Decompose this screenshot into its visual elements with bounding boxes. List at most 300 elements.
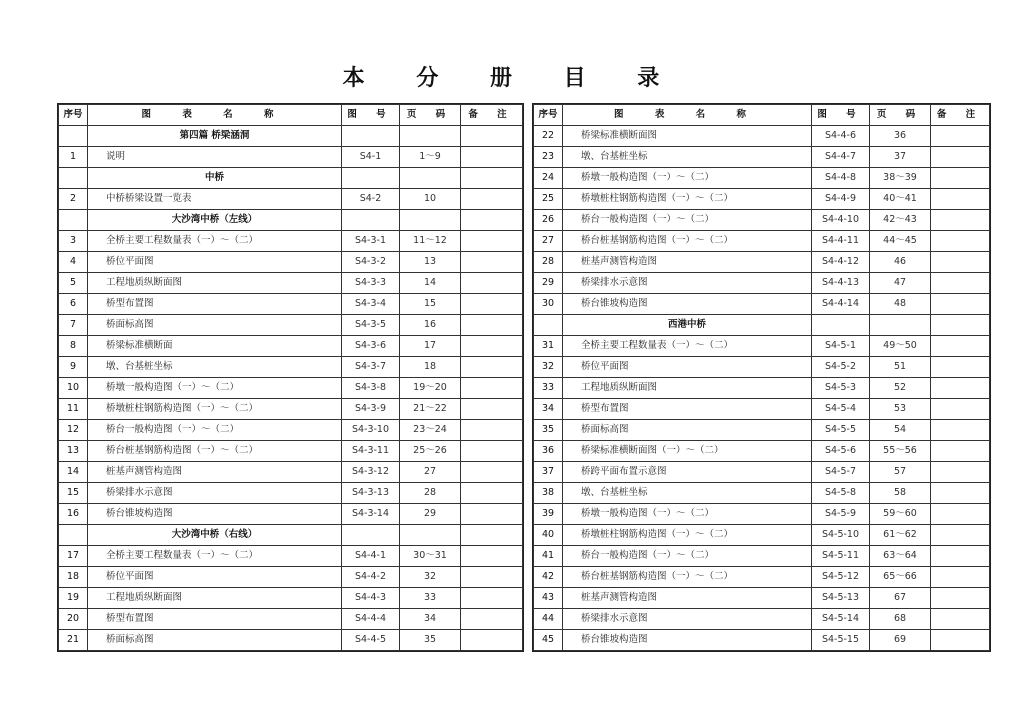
cell-remark [931,147,990,168]
cell-name: 桥梁排水示意图 [563,273,812,294]
table-row [534,231,990,252]
cell-page: 33 [400,588,461,609]
cell-remark [931,441,990,462]
cell-name: 桥梁排水示意图 [563,609,812,630]
cell-name: 桥墩一般构造图（一）～（二） [563,504,812,525]
cell-code: S4-3-5 [342,315,400,336]
cell-remark [931,483,990,504]
cell-page: 40～41 [870,189,931,210]
table-row [59,252,523,273]
cell-page: 21～22 [400,399,461,420]
cell-no: 25 [534,189,563,210]
cell-code: S4-3-3 [342,273,400,294]
cell-no: 41 [534,546,563,567]
cell-name: 桥型布置图 [88,294,342,315]
right-catalog-table [533,104,990,651]
cell-code: S4-4-3 [342,588,400,609]
cell-remark [931,546,990,567]
cell-page: 32 [400,567,461,588]
table-row [534,630,990,651]
cell-remark [461,168,523,189]
cell-page: 16 [400,315,461,336]
table-row [59,483,523,504]
cell-page: 69 [870,630,931,651]
section-title: 大沙湾中桥（左线） [88,210,342,231]
cell-no: 5 [59,273,88,294]
cell-remark [931,609,990,630]
header-no: 序号 [59,105,88,126]
cell-remark [461,252,523,273]
table-row [534,525,990,546]
cell-name: 桥型布置图 [563,399,812,420]
cell-remark [461,525,523,546]
section-row [59,210,523,231]
cell-remark [931,357,990,378]
cell-remark [931,525,990,546]
header-name: 图 表 名 称 [563,105,812,126]
cell-name: 桥位平面图 [88,567,342,588]
cell-no: 22 [534,126,563,147]
cell-remark [931,210,990,231]
cell-name: 桥台桩基钢筋构造图（一）～（二） [88,441,342,462]
cell-code: S4-5-7 [812,462,870,483]
cell-remark [461,147,523,168]
table-row [59,504,523,525]
cell-no: 3 [59,231,88,252]
cell-code: S4-5-13 [812,588,870,609]
cell-remark [931,336,990,357]
cell-remark [461,504,523,525]
cell-no: 31 [534,336,563,357]
cell-code [342,525,400,546]
header-remark: 备 注 [461,105,523,126]
cell-no: 32 [534,357,563,378]
cell-no: 44 [534,609,563,630]
table-row [534,168,990,189]
cell-remark [931,567,990,588]
cell-page: 34 [400,609,461,630]
section-row [59,525,523,546]
cell-no: 42 [534,567,563,588]
header-page: 页 码 [870,105,931,126]
cell-page: 53 [870,399,931,420]
cell-no: 1 [59,147,88,168]
cell-name: 墩、台基桩坐标 [563,147,812,168]
cell-code: S4-3-13 [342,483,400,504]
cell-remark [931,504,990,525]
cell-remark [461,336,523,357]
cell-code: S4-5-11 [812,546,870,567]
cell-no: 33 [534,378,563,399]
cell-page: 49～50 [870,336,931,357]
cell-no: 15 [59,483,88,504]
table-row [534,147,990,168]
cell-page: 59～60 [870,504,931,525]
cell-code: S4-4-14 [812,294,870,315]
cell-page: 51 [870,357,931,378]
cell-name: 全桥主要工程数量表（一）～（二） [88,231,342,252]
header-page: 页 码 [400,105,461,126]
cell-page: 27 [400,462,461,483]
cell-remark [931,378,990,399]
table-row [59,147,523,168]
cell-name: 工程地质纵断面图 [88,273,342,294]
cell-code: S4-3-8 [342,378,400,399]
cell-page: 36 [870,126,931,147]
cell-page [400,210,461,231]
table-row [59,357,523,378]
cell-code: S4-4-2 [342,567,400,588]
cell-no: 38 [534,483,563,504]
cell-page: 52 [870,378,931,399]
cell-code: S4-5-12 [812,567,870,588]
cell-code: S4-4-11 [812,231,870,252]
cell-name: 桥位平面图 [563,357,812,378]
cell-name: 桥台一般构造图（一）～（二） [563,546,812,567]
cell-name: 桥墩桩柱钢筋构造图（一）～（二） [563,525,812,546]
table-row [534,252,990,273]
cell-no: 36 [534,441,563,462]
table-row [59,420,523,441]
cell-name: 桥墩一般构造图（一）～（二） [563,168,812,189]
cell-name: 桥梁标准横断面图 [563,126,812,147]
cell-remark [461,441,523,462]
cell-remark [931,189,990,210]
cell-code [342,168,400,189]
cell-name: 桥台桩基钢筋构造图（一）～（二） [563,567,812,588]
cell-no: 9 [59,357,88,378]
cell-page: 13 [400,252,461,273]
cell-no: 18 [59,567,88,588]
cell-name: 桥面标高图 [88,630,342,651]
cell-page: 46 [870,252,931,273]
cell-no: 6 [59,294,88,315]
cell-remark [931,588,990,609]
cell-name: 桥台一般构造图（一）～（二） [563,210,812,231]
cell-page: 37 [870,147,931,168]
section-row [534,315,990,336]
cell-no: 26 [534,210,563,231]
cell-no: 39 [534,504,563,525]
cell-remark [931,294,990,315]
cell-code: S4-3-7 [342,357,400,378]
cell-name: 说明 [88,147,342,168]
cell-page: 61～62 [870,525,931,546]
cell-remark [461,567,523,588]
table-row [534,609,990,630]
cell-remark [461,588,523,609]
cell-name: 桥梁排水示意图 [88,483,342,504]
cell-remark [461,231,523,252]
header-remark: 备 注 [931,105,990,126]
cell-name: 桩基声测管构造图 [88,462,342,483]
cell-no: 11 [59,399,88,420]
cell-remark [931,252,990,273]
cell-name: 桩基声测管构造图 [563,588,812,609]
table-row [534,336,990,357]
cell-page: 47 [870,273,931,294]
header-code: 图 号 [342,105,400,126]
cell-no: 19 [59,588,88,609]
table-row [534,399,990,420]
cell-remark [461,273,523,294]
cell-page: 17 [400,336,461,357]
table-row [534,189,990,210]
cell-remark [931,126,990,147]
cell-code: S4-3-11 [342,441,400,462]
cell-code: S4-5-10 [812,525,870,546]
cell-no: 40 [534,525,563,546]
cell-code: S4-5-8 [812,483,870,504]
cell-page: 1～9 [400,147,461,168]
cell-page: 35 [400,630,461,651]
cell-no: 27 [534,231,563,252]
cell-code: S4-4-5 [342,630,400,651]
cell-code: S4-4-4 [342,609,400,630]
cell-page: 42～43 [870,210,931,231]
cell-no [59,168,88,189]
cell-remark [461,357,523,378]
cell-no: 12 [59,420,88,441]
cell-code: S4-4-1 [342,546,400,567]
cell-code: S4-3-1 [342,231,400,252]
cell-name: 桥墩桩柱钢筋构造图（一）～（二） [563,189,812,210]
cell-page: 44～45 [870,231,931,252]
cell-no: 7 [59,315,88,336]
table-row [534,588,990,609]
header-no: 序号 [534,105,563,126]
right-table-body [534,126,990,651]
cell-remark [931,630,990,651]
cell-name: 桩基声测管构造图 [563,252,812,273]
cell-no: 4 [59,252,88,273]
cell-remark [931,231,990,252]
cell-no: 14 [59,462,88,483]
cell-code: S4-4-10 [812,210,870,231]
section-title: 大沙湾中桥（右线） [88,525,342,546]
cell-code: S4-5-1 [812,336,870,357]
cell-remark [461,462,523,483]
cell-page [400,168,461,189]
table-row [59,399,523,420]
cell-name: 墩、台基桩坐标 [88,357,342,378]
cell-code: S4-3-12 [342,462,400,483]
cell-code: S4-3-9 [342,399,400,420]
cell-no [59,210,88,231]
cell-code: S4-3-6 [342,336,400,357]
cell-name: 桥位平面图 [88,252,342,273]
cell-remark [461,483,523,504]
table-header-row [534,105,990,126]
cell-page: 68 [870,609,931,630]
cell-no: 17 [59,546,88,567]
section-title: 西港中桥 [563,315,812,336]
cell-no: 23 [534,147,563,168]
header-name: 图 表 名 称 [88,105,342,126]
cell-code: S4-4-9 [812,189,870,210]
cell-no: 43 [534,588,563,609]
cell-code: S4-5-9 [812,504,870,525]
cell-remark [931,315,990,336]
cell-page: 38～39 [870,168,931,189]
table-row [534,567,990,588]
cell-name: 桥墩桩柱钢筋构造图（一）～（二） [88,399,342,420]
cell-no: 35 [534,420,563,441]
cell-no: 8 [59,336,88,357]
table-row [59,588,523,609]
table-row [534,420,990,441]
cell-name: 桥梁标准横断面图（一）～（二） [563,441,812,462]
cell-name: 全桥主要工程数量表（一）～（二） [563,336,812,357]
cell-code: S4-4-6 [812,126,870,147]
cell-no: 45 [534,630,563,651]
cell-remark [931,420,990,441]
cell-code [812,315,870,336]
cell-no: 28 [534,252,563,273]
cell-page: 15 [400,294,461,315]
cell-name: 桥台一般构造图（一）～（二） [88,420,342,441]
cell-no: 10 [59,378,88,399]
cell-page: 19～20 [400,378,461,399]
cell-page: 11～12 [400,231,461,252]
table-row [534,378,990,399]
cell-code: S4-5-6 [812,441,870,462]
cell-remark [931,168,990,189]
cell-page: 67 [870,588,931,609]
cell-page: 57 [870,462,931,483]
cell-name: 桥台锥坡构造图 [563,294,812,315]
table-row [534,357,990,378]
cell-no: 13 [59,441,88,462]
cell-page: 25～26 [400,441,461,462]
cell-page: 23～24 [400,420,461,441]
cell-code: S4-5-15 [812,630,870,651]
cell-code: S4-5-5 [812,420,870,441]
table-row [59,189,523,210]
table-row [534,126,990,147]
cell-page [400,126,461,147]
cell-no [534,315,563,336]
table-row [534,504,990,525]
cell-code: S4-5-3 [812,378,870,399]
cell-name: 墩、台基桩坐标 [563,483,812,504]
table-row [534,462,990,483]
cell-name: 桥台锥坡构造图 [563,630,812,651]
cell-no: 20 [59,609,88,630]
cell-name: 桥面标高图 [88,315,342,336]
cell-code: S4-5-2 [812,357,870,378]
cell-page: 10 [400,189,461,210]
cell-remark [931,462,990,483]
cell-code: S4-4-8 [812,168,870,189]
section-title: 中桥 [88,168,342,189]
cell-name: 桥台桩基钢筋构造图（一）～（二） [563,231,812,252]
table-row [534,273,990,294]
cell-page [870,315,931,336]
left-table-body [59,126,523,651]
cell-page: 54 [870,420,931,441]
cell-remark [931,273,990,294]
table-row [59,336,523,357]
section-title: 第四篇 桥梁涵洞 [88,126,342,147]
cell-name: 桥梁标准横断面 [88,336,342,357]
cell-no: 37 [534,462,563,483]
table-row [59,273,523,294]
cell-page: 18 [400,357,461,378]
table-row [59,441,523,462]
cell-no: 21 [59,630,88,651]
cell-code [342,126,400,147]
cell-remark [931,399,990,420]
cell-no: 24 [534,168,563,189]
cell-remark [461,546,523,567]
cell-name: 全桥主要工程数量表（一）～（二） [88,546,342,567]
left-catalog-table [58,104,523,651]
cell-code: S4-5-14 [812,609,870,630]
cell-name: 桥跨平面布置示意图 [563,462,812,483]
cell-code: S4-3-10 [342,420,400,441]
cell-code: S4-1 [342,147,400,168]
cell-code: S4-4-12 [812,252,870,273]
table-row [534,294,990,315]
table-header-row [59,105,523,126]
cell-code: S4-3-14 [342,504,400,525]
table-row [59,378,523,399]
cell-no: 30 [534,294,563,315]
cell-name: 桥台锥坡构造图 [88,504,342,525]
cell-code: S4-4-13 [812,273,870,294]
table-row [59,462,523,483]
cell-code [342,210,400,231]
cell-code: S4-4-7 [812,147,870,168]
table-row [534,546,990,567]
cell-code: S4-2 [342,189,400,210]
cell-remark [461,315,523,336]
cell-name: 桥面标高图 [563,420,812,441]
cell-no [59,126,88,147]
cell-page: 28 [400,483,461,504]
cell-no: 16 [59,504,88,525]
cell-no: 2 [59,189,88,210]
cell-code: S4-3-2 [342,252,400,273]
cell-name: 工程地质纵断面图 [88,588,342,609]
cell-no [59,525,88,546]
cell-remark [461,294,523,315]
page-title: 本 分 册 目 录 [342,66,682,91]
cell-remark [461,420,523,441]
cell-remark [461,609,523,630]
cell-page: 65～66 [870,567,931,588]
cell-name: 工程地质纵断面图 [563,378,812,399]
table-row [59,294,523,315]
cell-page: 55～56 [870,441,931,462]
cell-remark [461,399,523,420]
cell-name: 桥型布置图 [88,609,342,630]
table-row [59,231,523,252]
table-row [59,567,523,588]
cell-remark [461,189,523,210]
cell-page: 63～64 [870,546,931,567]
cell-page: 30～31 [400,546,461,567]
table-row [59,630,523,651]
cell-remark [461,630,523,651]
table-row [534,441,990,462]
table-row [59,546,523,567]
table-row [59,609,523,630]
cell-name: 中桥桥梁设置一览表 [88,189,342,210]
cell-page: 29 [400,504,461,525]
cell-page [400,525,461,546]
